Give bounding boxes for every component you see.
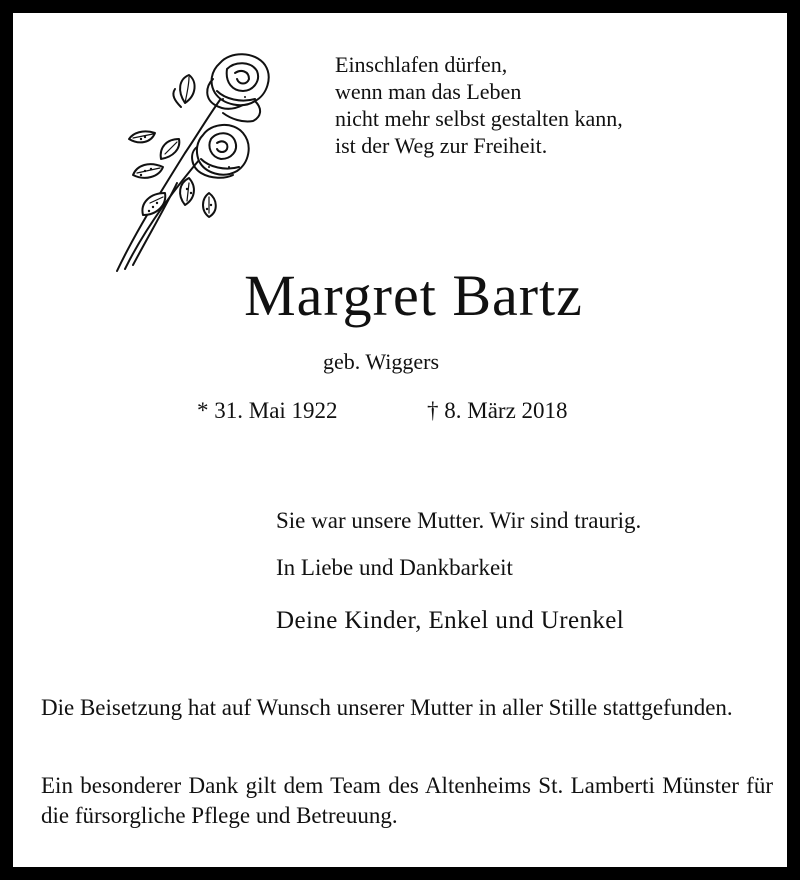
poem bbox=[335, 51, 623, 159]
poem-line: wenn man das Leben bbox=[335, 79, 522, 104]
family-closing: In Liebe und Dankbarkeit bbox=[276, 555, 513, 580]
death-date: † 8. März 2018 bbox=[427, 398, 568, 423]
thanks-note: Ein besonderer Dank gilt dem Team des Altenheims St. Lamberti Münster für die fürsorgliche Pflege und Betreuung. bbox=[41, 773, 773, 828]
burial-note: Die Beisetzung hat auf Wunsch unserer Mutter in aller Stille stattgefunden. bbox=[41, 695, 733, 720]
deceased-name: Margret Bartz bbox=[244, 263, 583, 328]
poem-line: ist der Weg zur Freiheit. bbox=[335, 133, 548, 158]
family-signature: Deine Kinder, Enkel und Urenkel bbox=[276, 607, 625, 634]
poem-line: nicht mehr selbst gestalten kann, bbox=[335, 106, 623, 131]
birth-date: * 31. Mai 1922 bbox=[197, 398, 338, 423]
maiden-name: geb. Wiggers bbox=[323, 349, 440, 374]
poem-line: Einschlafen dürfen, bbox=[335, 52, 508, 77]
family-statement: Sie war unsere Mutter. Wir sind traurig. bbox=[276, 508, 642, 533]
rose-icon bbox=[105, 43, 285, 278]
